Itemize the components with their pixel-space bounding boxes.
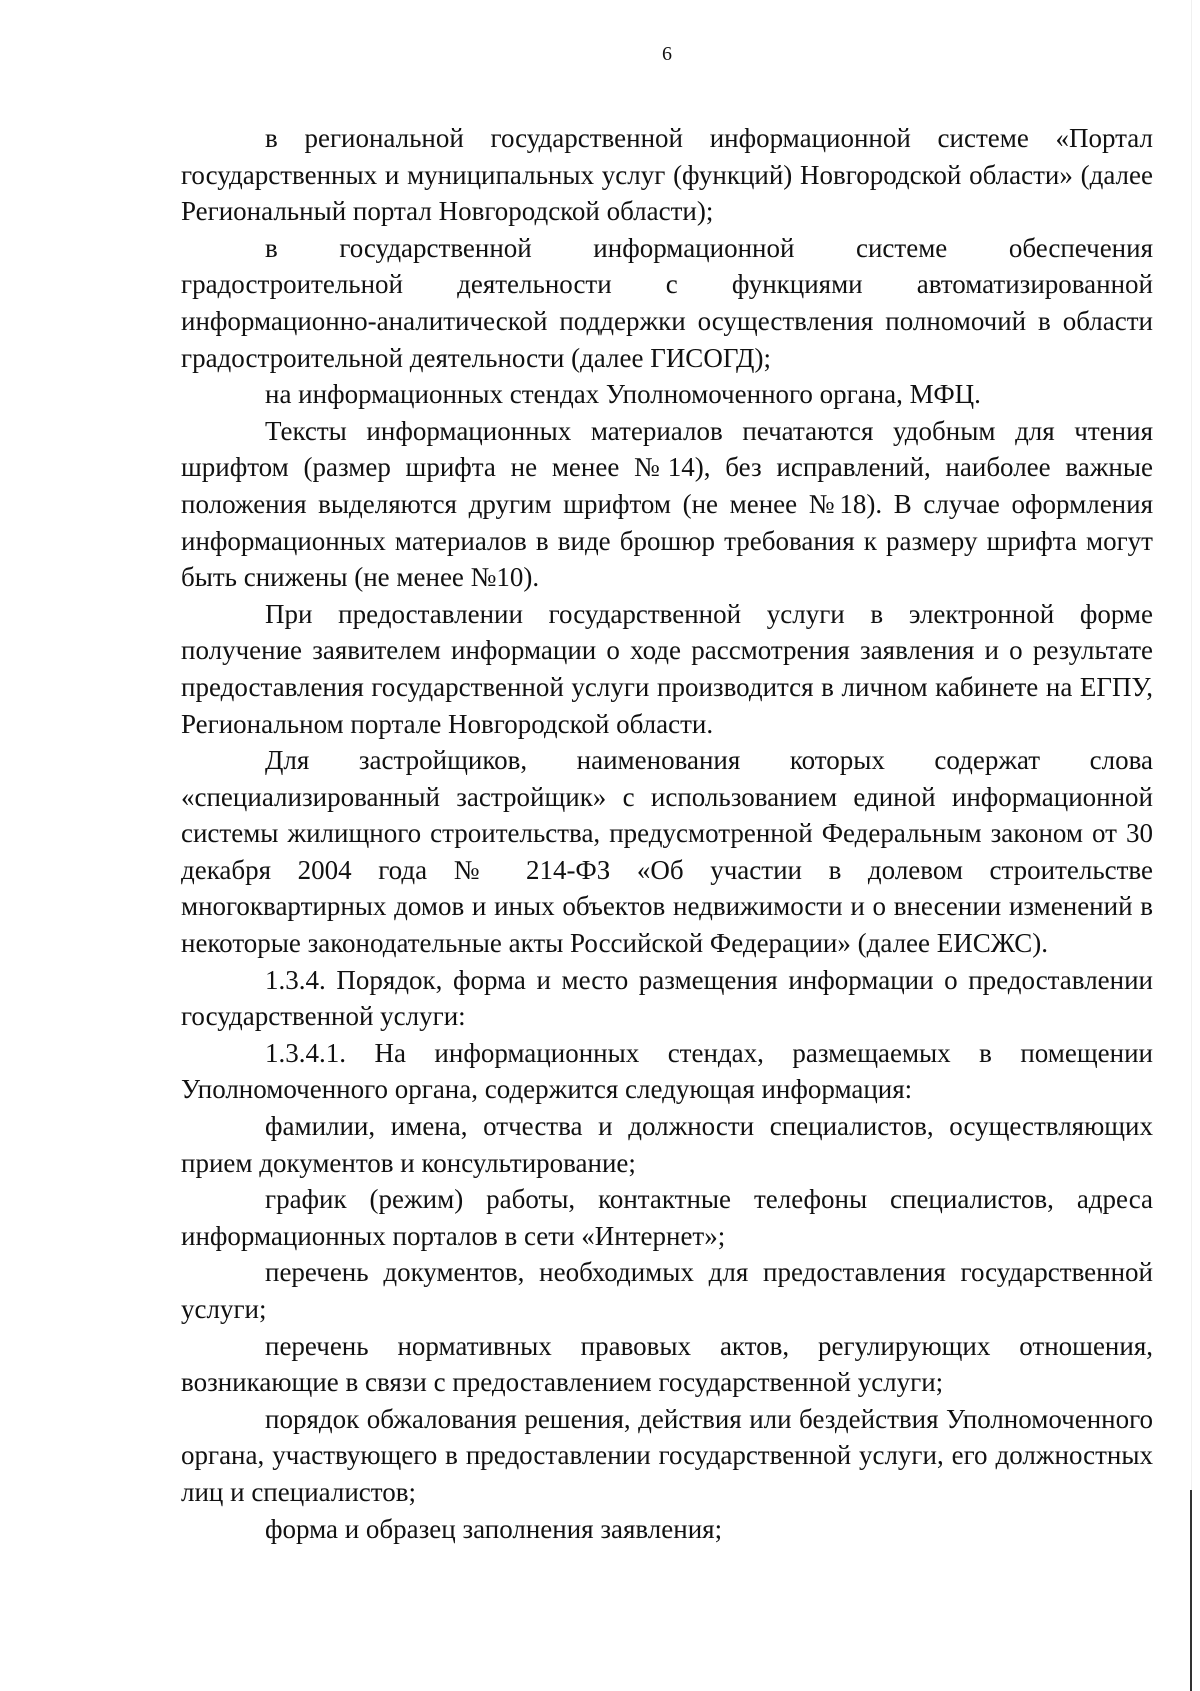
paragraph-section-1-3-4: 1.3.4. Порядок, форма и место размещения информации о предоставлении государственной услуги:: [181, 964, 1153, 1032]
paragraph-gisogd: в государственной информационной системе обеспечения градостроительной деятельности с функциями автоматизированной информационно-аналитической поддержки осуществления полномочий в области градостроительной деятельности (далее ГИСОГД);: [181, 232, 1153, 373]
paragraph-stands: на информационных стендах Уполномоченного органа, МФЦ.: [265, 379, 981, 410]
paragraph-section-1-3-4-1: 1.3.4.1. На информационных стендах, размещаемых в помещении Уполномоченного органа, содержится следующая информация:: [181, 1037, 1153, 1105]
page-number: 6: [662, 43, 672, 65]
paragraph-developers: Для застройщиков, наименования которых содержат слова «специализированный застройщик» с использованием единой информационной системы жилищного строительства, предусмотренной Федеральным законом от 30 декабря 2004 года № 214-ФЗ «Об участии в долевом строительстве многоквартирных домов и иных объектов недвижимости и о внесении изменений в некоторые законодательные акты Российской Федерации» (далее ЕИСЖС).: [181, 745, 1153, 959]
paragraph-legal-acts: перечень нормативных правовых актов, регулирующих отношения, возникающие в связи с предоставлением государственной услуги;: [181, 1330, 1153, 1398]
paragraph-schedule: график (режим) работы, контактные телефоны специалистов, адреса информационных порталов в сети «Интернет»;: [181, 1184, 1153, 1251]
paragraph-font-requirements: Тексты информационных материалов печатаются удобным для чтения шрифтом (размер шрифта не менее №14), без исправлений, наиболее важные положения выделяются другим шрифтом (не менее №18). В случае оформления информационных материалов в виде брошюр требования к размеру шрифта могут быть снижены (не менее №10).: [181, 415, 1153, 593]
paragraph-documents-list: перечень документов, необходимых для предоставления государственной услуги;: [181, 1257, 1153, 1324]
paragraph-appeal-procedure: порядок обжалования решения, действия или бездействия Уполномоченного органа, участвующего в предоставлении государственной услуги, его должностных лиц и специалистов;: [181, 1403, 1153, 1507]
page-edge-shadow: [1190, 1490, 1192, 1691]
document-body: [181, 120, 1153, 1547]
paragraph-application-form: форма и образец заполнения заявления;: [265, 1513, 723, 1544]
paragraph-regional-portal: в региональной государственной информационной системе «Портал государственных и муниципальных услуг (функций) Новгородской области» (далее Региональный портал Новгородской области);: [181, 123, 1153, 227]
paragraph-specialists: фамилии, имена, отчества и должности специалистов, осуществляющих прием документов и консультирование;: [181, 1111, 1153, 1178]
paragraph-electronic-form: При предоставлении государственной услуги в электронной форме получение заявителем информации о ходе рассмотрения заявления и о результате предоставления государственной услуги производится в личном кабинете на ЕГПУ, Региональном портале Новгородской области.: [181, 598, 1153, 739]
page-edge-faint: [1191, 0, 1192, 1490]
